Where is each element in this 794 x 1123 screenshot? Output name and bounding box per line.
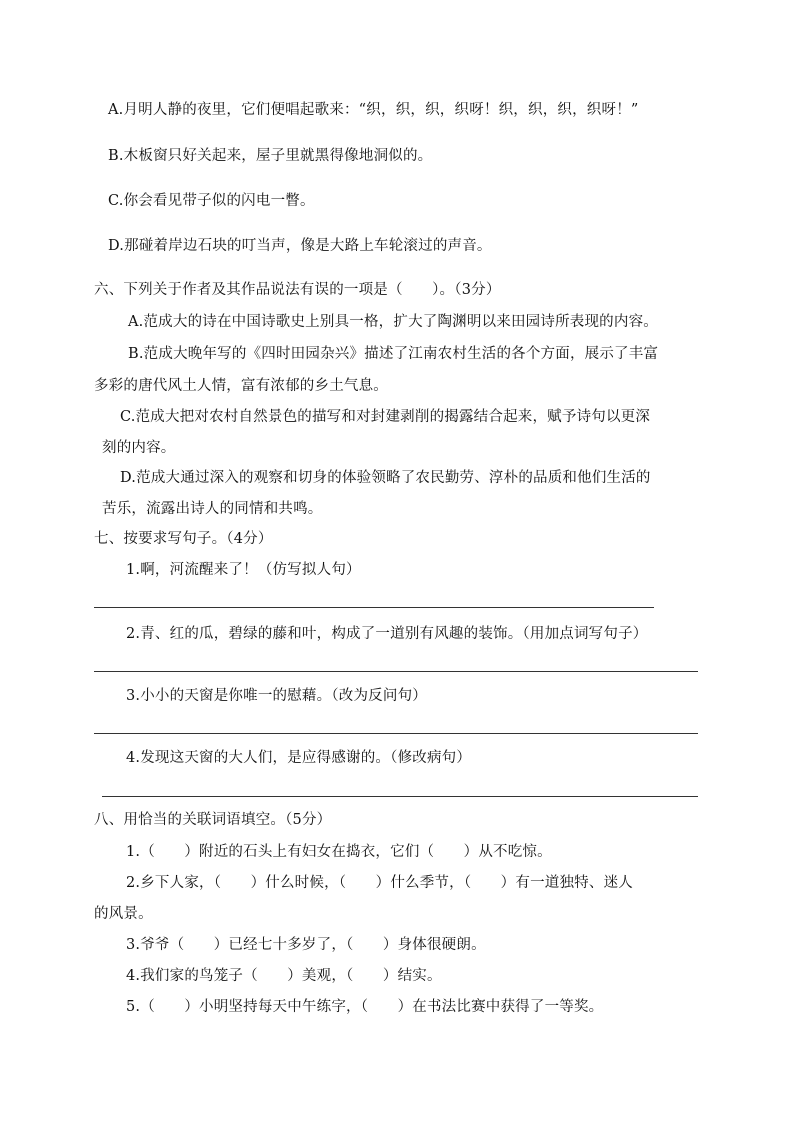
q8-item-4: 4.我们家的鸟笼子（ ）美观，（ ）结实。 bbox=[126, 968, 442, 984]
q6-option-b-line2: 多彩的唐代风土人情，富有浓郁的乡土气息。 bbox=[94, 378, 388, 394]
q7-answer-line-1[interactable] bbox=[94, 607, 654, 608]
q7-item-4: 4.发现这天窗的大人们，是应得感谢的。（修改病句） bbox=[126, 750, 472, 766]
q6-option-b-line1: B.范成大晚年写的《四时田园杂兴》描述了江南农村生活的各个方面，展示了丰富 bbox=[128, 346, 659, 362]
q8-item-3: 3.爷爷（ ）已经七十多岁了，（ ）身体很硬朗。 bbox=[126, 937, 486, 953]
q8-item-5: 5.（ ）小明坚持每天中午练字，（ ）在书法比赛中获得了一等奖。 bbox=[126, 999, 604, 1015]
q6-option-c-line1: C.范成大把对农村自然景色的描写和对封建剥削的揭露结合起来，赋予诗句以更深 bbox=[120, 409, 651, 425]
q6-option-d-line2: 苦乐，流露出诗人的同情和共鸣。 bbox=[102, 501, 323, 517]
q6-title: 六、下列关于作者及其作品说法有误的一项是（ ）。（3分） bbox=[94, 282, 501, 298]
q7-item-2: 2.青、红的瓜，碧绿的藤和叶，构成了一道别有风趣的装饰。（用加点词写句子） bbox=[126, 626, 648, 642]
q8-item-2-line2: 的风景。 bbox=[94, 906, 153, 922]
q8-item-2-line1: 2.乡下人家，（ ）什么时候，（ ）什么季节，（ ）有一道独特、迷人 bbox=[126, 875, 633, 891]
q7-answer-line-4[interactable] bbox=[102, 796, 698, 797]
q7-item-1: 1.啊，河流醒来了！（仿写拟人句） bbox=[126, 562, 361, 578]
q7-answer-line-2[interactable] bbox=[94, 671, 698, 672]
q6-option-c-line2: 刻的内容。 bbox=[102, 440, 176, 456]
q6-option-a: A.范成大的诗在中国诗歌史上别具一格，扩大了陶渊明以来田园诗所表现的内容。 bbox=[128, 314, 658, 330]
q6-option-d-line1: D.范成大通过深入的观察和切身的体验领略了农民勤劳、淳朴的品质和他们生活的 bbox=[120, 470, 651, 486]
q8-title: 八、用恰当的关联词语填空。（5分） bbox=[94, 812, 332, 828]
q8-item-1: 1.（ ）附近的石头上有妇女在捣衣，它们（ ）从不吃惊。 bbox=[126, 844, 552, 860]
q7-answer-line-3[interactable] bbox=[94, 733, 698, 734]
q5-option-b: B.木板窗只好关起来，屋子里就黑得像地洞似的。 bbox=[108, 148, 433, 164]
q5-option-c: C.你会看见带子似的闪电一瞥。 bbox=[108, 193, 315, 209]
q7-title: 七、按要求写句子。（4分） bbox=[94, 531, 273, 547]
q7-item-3: 3.小小的天窗是你唯一的慰藉。（改为反问句） bbox=[126, 688, 427, 704]
q5-option-a: A.月明人静的夜里，它们便唱起歌来：“织，织，织，织呀！织，织，织，织呀！” bbox=[108, 102, 639, 118]
q5-option-d: D.那碰着岸边石块的叮当声，像是大路上车轮滚过的声音。 bbox=[108, 238, 492, 254]
